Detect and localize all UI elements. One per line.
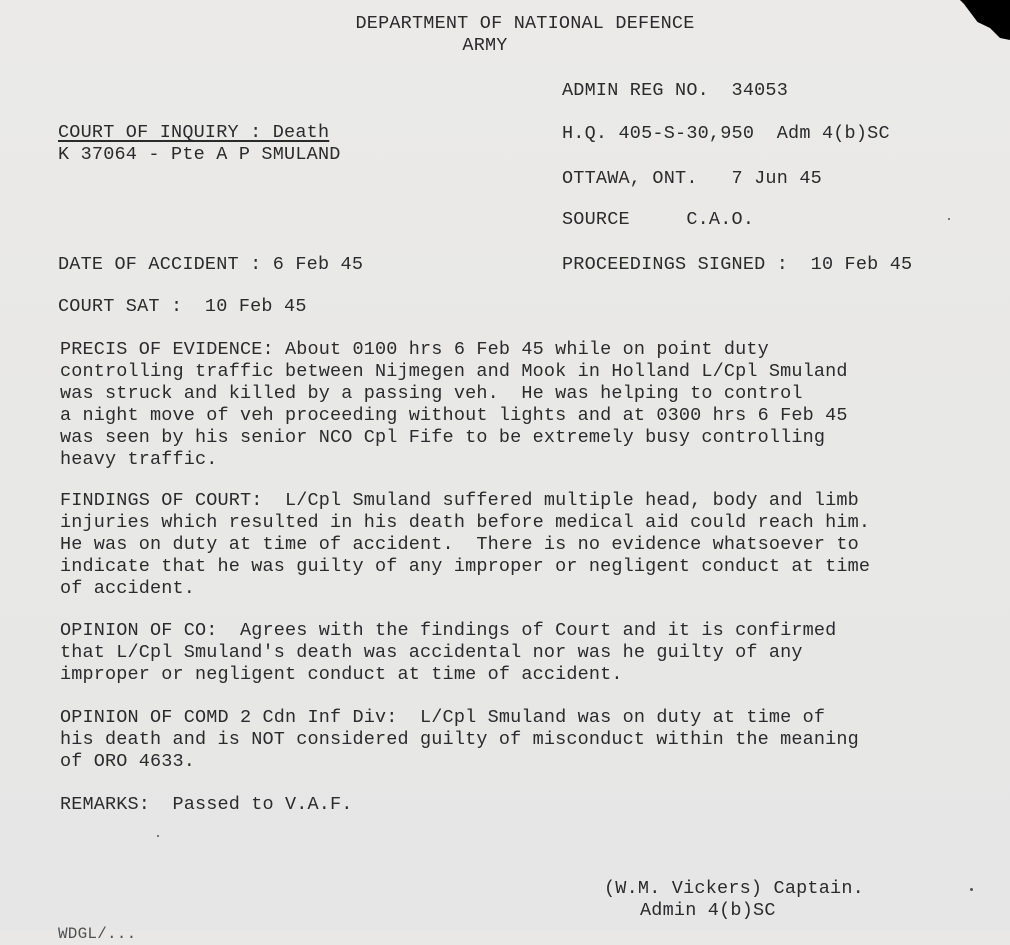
precis-line: heavy traffic. <box>60 449 218 470</box>
date-of-accident: DATE OF ACCIDENT : 6 Feb 45 <box>58 254 364 275</box>
opinion-co-line: that L/Cpl Smuland's death was accidental nor was he guilty of any <box>60 642 803 663</box>
inquiry-title: COURT OF INQUIRY : Death <box>58 122 330 143</box>
torn-corner <box>960 0 1010 40</box>
opinion-co-line: OPINION OF CO: Agrees with the findings of Court and it is confirmed <box>60 620 837 641</box>
opinion-comd-line: of ORO 4633. <box>60 751 196 772</box>
findings-line: injuries which resulted in his death before medical aid could reach him. <box>60 512 871 533</box>
precis-line: a night move of veh proceeding without lights and at 0300 hrs 6 Feb 45 <box>60 405 848 426</box>
findings-line: FINDINGS OF COURT: L/Cpl Smuland suffered multiple head, body and limb <box>60 490 859 511</box>
footer-initials: WDGL/... <box>58 925 137 943</box>
source: SOURCE C.A.O. <box>562 209 755 230</box>
opinion-co-line: improper or negligent conduct at time of accident. <box>60 664 623 685</box>
opinion-comd-line: his death and is NOT considered guilty of misconduct within the meaning <box>60 729 859 750</box>
branch-heading: ARMY <box>462 35 508 56</box>
findings-line: He was on duty at time of accident. There is no evidence whatsoever to <box>60 534 859 555</box>
signature-office: Admin 4(b)SC <box>640 900 776 921</box>
location-date: OTTAWA, ONT. 7 Jun 45 <box>562 168 822 189</box>
paper-speck <box>970 888 973 891</box>
remarks: REMARKS: Passed to V.A.F. <box>60 794 353 815</box>
precis-line: was seen by his senior NCO Cpl Fife to be extremely busy controlling <box>60 427 826 448</box>
court-sat-date: COURT SAT : 10 Feb 45 <box>58 296 307 317</box>
precis-line: controlling traffic between Nijmegen and Mook in Holland L/Cpl Smuland <box>60 361 848 382</box>
inquiry-subject-person: K 37064 - Pte A P SMULAND <box>58 144 341 165</box>
admin-reg-number: ADMIN REG NO. 34053 <box>562 80 789 101</box>
precis-line: PRECIS OF EVIDENCE: About 0100 hrs 6 Feb 45 while on point duty <box>60 339 769 360</box>
precis-line: was struck and killed by a passing veh. He was helping to control <box>60 383 803 404</box>
department-heading: DEPARTMENT OF NATIONAL DEFENCE <box>355 13 695 34</box>
hq-file-reference: H.Q. 405-S-30,950 Adm 4(b)SC <box>562 123 890 144</box>
opinion-comd-line: OPINION OF COMD 2 Cdn Inf Div: L/Cpl Smuland was on duty at time of <box>60 707 826 728</box>
findings-line: indicate that he was guilty of any improper or negligent conduct at time <box>60 556 871 577</box>
findings-line: of accident. <box>60 578 196 599</box>
signature-name-rank: (W.M. Vickers) Captain. <box>604 878 864 899</box>
proceedings-signed: PROCEEDINGS SIGNED : 10 Feb 45 <box>562 254 913 275</box>
paper-speck <box>157 835 159 837</box>
paper-speck <box>948 218 950 220</box>
